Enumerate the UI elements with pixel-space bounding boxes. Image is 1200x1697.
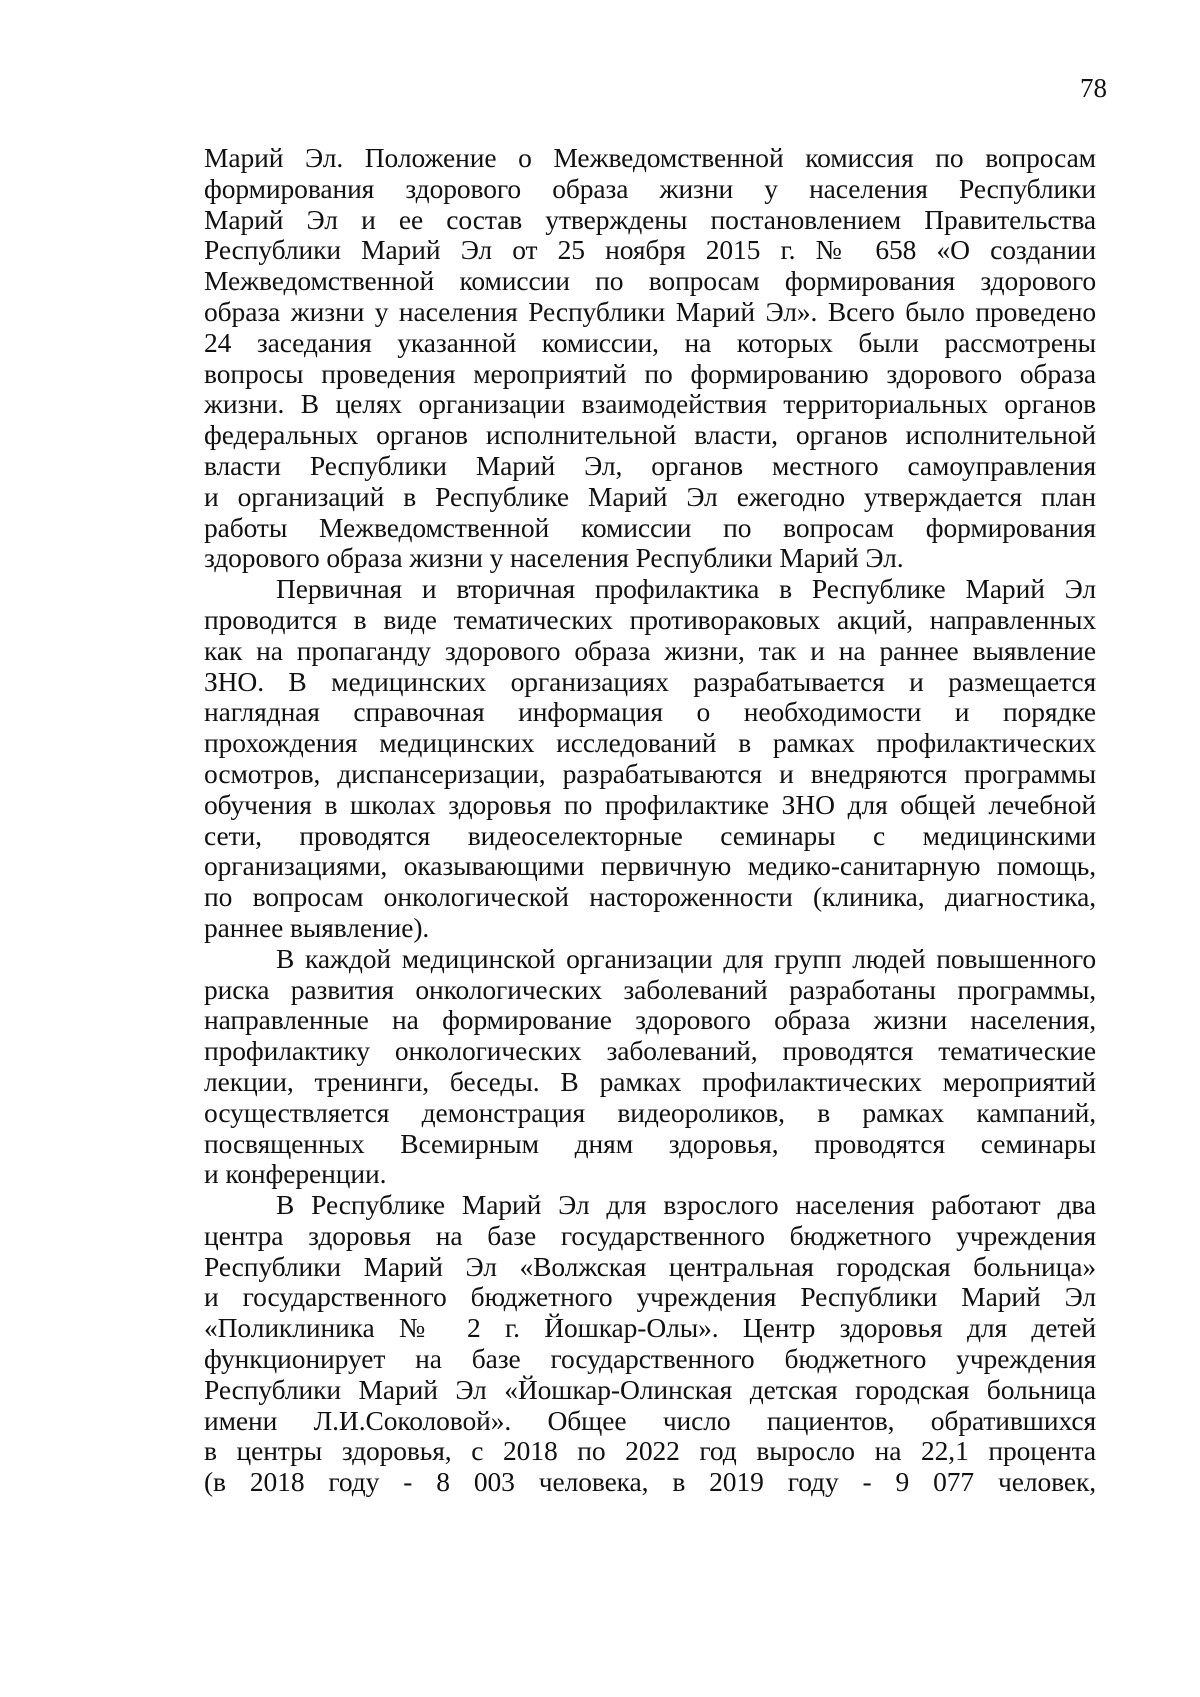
text-line: федеральных органов исполнительной власти, органов исполнительной — [204, 419, 1096, 451]
text-line: по вопросам онкологической настороженности (клиника, диагностика, — [204, 881, 1096, 913]
body-text — [204, 143, 1096, 1498]
paragraph-3 — [204, 944, 1096, 1190]
text-line: и организаций в Республике Марий Эл ежегодно утверждается план — [204, 480, 1096, 512]
text-line: работы Межведомственной комиссии по вопросам формирования — [204, 511, 1096, 543]
text-line: имени Л.И.Соколовой». Общее число пациентов, обратившихся — [204, 1404, 1096, 1436]
text-line: в центры здоровья, с 2018 по 2022 год выросло на 22,1 процента — [204, 1435, 1096, 1467]
text-line: Республики Марий Эл от 25 ноября 2015 г. № 658 «О создании — [204, 234, 1096, 266]
text-line: наглядная справочная информация о необходимости и порядке — [204, 696, 1096, 728]
text-line: функционирует на базе государственного бюджетного учреждения — [204, 1343, 1096, 1375]
text-line: ЗНО. В медицинских организациях разрабатывается и размещается — [204, 665, 1096, 697]
paragraph-1 — [204, 143, 1096, 574]
text-line: формирования здорового образа жизни у населения Республики — [204, 172, 1096, 204]
text-line: профилактику онкологических заболеваний, проводятся тематические — [204, 1035, 1096, 1067]
text-line: прохождения медицинских исследований в рамках профилактических — [204, 727, 1096, 759]
text-line: лекции, тренинги, беседы. В рамках профилактических мероприятий — [204, 1065, 1096, 1097]
text-line: 24 заседания указанной комиссии, на которых были рассмотрены — [204, 326, 1096, 358]
text-line: и государственного бюджетного учреждения Республики Марий Эл — [204, 1281, 1096, 1313]
text-line: организациями, оказывающими первичную медико-санитарную помощь, — [204, 850, 1096, 882]
text-line: осуществляется демонстрация видеороликов, в рамках кампаний, — [204, 1096, 1096, 1128]
text-line: Марий Эл. Положение о Межведомственной комиссия по вопросам — [204, 142, 1096, 173]
text-line: Марий Эл и ее состав утверждены постановлением Правительства — [204, 203, 1096, 235]
text-line: Первичная и вторичная профилактика в Республике Марий Эл — [276, 573, 1096, 605]
text-line: раннее выявление). — [204, 911, 430, 943]
paragraph-4 — [204, 1190, 1096, 1498]
text-line: и конференции. — [204, 1158, 387, 1190]
text-line: Республики Марий Эл «Йошкар-Олинская детская городская больница — [204, 1373, 1096, 1405]
text-line: направленные на формирование здорового образа жизни населения, — [204, 1004, 1096, 1036]
text-line: В каждой медицинской организации для групп людей повышенного — [276, 942, 1096, 974]
paragraph-2 — [204, 574, 1096, 944]
text-line: проводится в виде тематических противораковых акций, направленных — [204, 603, 1096, 635]
text-line: центра здоровья на базе государственного бюджетного учреждения — [204, 1219, 1096, 1251]
text-line: власти Республики Марий Эл, органов местного самоуправления — [204, 449, 1096, 481]
page-number: 78 — [1080, 73, 1107, 103]
text-line: обучения в школах здоровья по профилактике ЗНО для общей лечебной — [204, 788, 1096, 820]
text-line: жизни. В целях организации взаимодействия территориальных органов — [204, 388, 1096, 420]
text-line: здорового образа жизни у населения Республики Марий Эл. — [204, 542, 904, 574]
text-line: посвященных Всемирным дням здоровья, проводятся семинары — [204, 1127, 1096, 1159]
text-line: как на пропаганду здорового образа жизни, так и на раннее выявление — [204, 634, 1096, 666]
text-line: Республики Марий Эл «Волжская центральная городская больница» — [204, 1250, 1096, 1282]
text-line: Межведомственной комиссии по вопросам формирования здорового — [204, 265, 1096, 297]
text-line: «Поликлиника № 2 г. Йошкар-Олы». Центр здоровья для детей — [204, 1312, 1096, 1344]
text-line: вопросы проведения мероприятий по формированию здорового образа — [204, 357, 1096, 389]
text-line: образа жизни у населения Республики Марий Эл». Всего было проведено — [204, 295, 1096, 327]
text-line: сети, проводятся видеоселекторные семинары с медицинскими — [204, 819, 1096, 851]
text-line: В Республике Марий Эл для взрослого населения работают два — [276, 1189, 1096, 1221]
text-line: риска развития онкологических заболеваний разработаны программы, — [204, 973, 1096, 1005]
text-line: осмотров, диспансеризации, разрабатываются и внедряются программы — [204, 757, 1096, 789]
text-line: (в 2018 году - 8 003 человека, в 2019 году - 9 077 человек, — [204, 1466, 1096, 1498]
